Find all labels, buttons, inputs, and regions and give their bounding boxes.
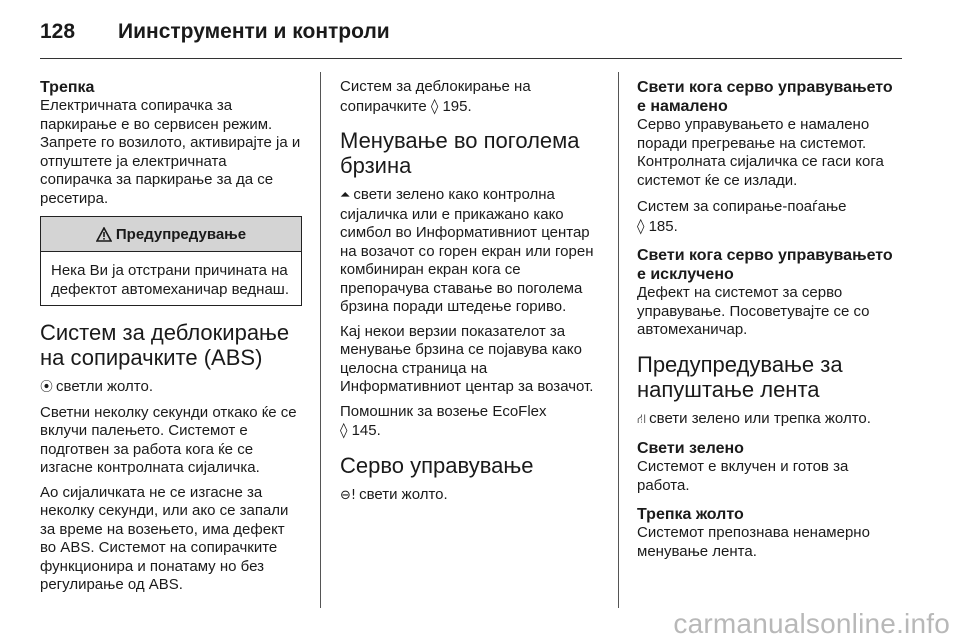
header-rule [40,58,902,59]
servo-off-text: Дефект на системот за серво управување. Посоветувајте се со автомеханичар. [637,284,870,338]
lane-departure-heading: Предупредување за напуштање лента [637,351,843,402]
ecoflex-text: Помошник за возење EcoFlex [340,402,547,420]
servo-reduced-text: Серво управувањето е намалено поради прегревање на системот. Контролната сијаличка се гаси кога системот ќе се излади. [637,116,884,189]
lane-status-text: свети зелено или трепка жолто. [649,409,871,427]
reference-arrow-icon: ◊ [637,216,645,235]
column-divider [320,72,321,608]
reference-arrow-icon: ◊ [340,421,348,439]
gear-shift-icon: ⏶ [340,188,351,203]
warning-text: Нека Ви ја отстрани причината на дефектот автомеханичар веднаш. [51,262,290,298]
gear-shift-paragraph-2: Кај некои верзии показателот за менување брзина се појавува како целосна страница на Информативниот центар за возачот. [340,322,594,395]
start-stop-reference [637,198,899,236]
abs-paragraph-1: Светни неколку секунди откако ќе се вклучи палењето. Системот е подготвен за работа кога ќе се изгасне контролната сијаличка. [40,403,297,476]
reference-arrow-icon: ◊ [430,96,439,115]
green-text: Системот е вклучен и готов за работа. [637,458,849,494]
column-right [637,78,899,569]
start-stop-page: 185. [648,217,678,235]
gear-shift-paragraph-1 [340,186,602,317]
abs-reference-text: Систем за деблокирање на сопирачките [340,78,531,115]
abs-status-line [40,378,302,398]
chapter-title: Иинструменти и контроли [118,20,390,43]
abs-reference [340,78,602,116]
brake-text: Електричната сопирачка за паркирање е во сервисен режим. Запрете го возилото, активирајте ја и отпуштете ја електричната сопирачка за паркирање за да се ресетира. [40,97,301,207]
servo-status-line [340,486,602,506]
brake-title: Трепка [40,79,95,96]
ecoflex-page: 145. [351,422,381,439]
gear-shift-heading: Менување во поголема брзина [340,128,580,178]
lane-status-line [637,410,899,430]
column-divider [618,72,619,608]
warning-title: Предупредување [115,225,247,243]
abs-status-text: светли жолто. [56,378,154,395]
column-left [40,78,302,601]
gear-shift-text: свети зелено како контролна сијаличка или е прикажано како симбол во Информативниот центар на возачот со горен екран или горен комбиниран екран кога се препорачува ставање во поголема брзина поради штедење гориво. [340,186,594,315]
abs-paragraph-2: Ао сијаличката не се изгасне за неколку секунди, или ако се запали за време на возењето, има дефект во ABS. Системот на сопирачките функционира и понатаму но без регулирање од ABS. [40,483,289,593]
servo-reduced-heading: Свети кога серво управувањето е намалено [637,79,893,115]
warning-box [40,216,302,306]
yellow-title: Трепка жолто [637,506,744,523]
warning-icon [96,227,112,242]
start-stop-text: Систем за сопирање-поаѓање [637,198,847,215]
servo-heading: Серво управување [340,452,534,478]
lane-departure-icon: ⛙ [637,411,647,427]
green-title: Свети зелено [637,440,744,457]
watermark: carmanualsonline.info [673,608,950,639]
page-number: 128 [40,20,76,43]
abs-heading: Систем за деблокирање на сопирачките (ABS) [40,320,290,370]
abs-reference-page: 195. [442,97,472,115]
yellow-text: Системот препознава ненамерно менување лента. [637,524,870,560]
column-middle [340,78,602,511]
servo-off-heading: Свети кога серво управувањето е исклучено [637,247,893,283]
abs-icon: ⦿ [40,380,54,395]
servo-steering-icon: ⊖! [340,487,357,503]
page-header [40,20,900,60]
warning-header [41,217,301,252]
servo-status-text: свети жолто. [359,485,448,503]
ecoflex-reference [340,403,602,441]
